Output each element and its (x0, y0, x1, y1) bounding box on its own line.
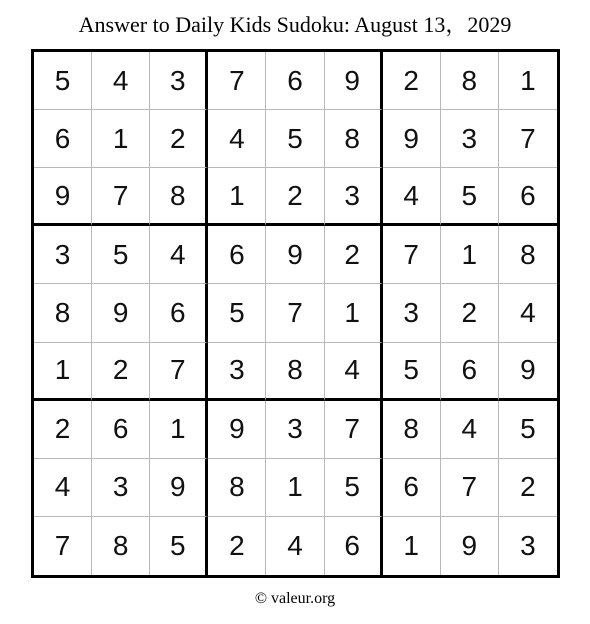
sudoku-cell-r3-c6: 3 (325, 168, 383, 226)
sudoku-cell-r2-c3: 2 (150, 110, 208, 168)
sudoku-cell-r1-c3: 3 (150, 52, 208, 110)
sudoku-cell-r5-c3: 6 (150, 284, 208, 342)
sudoku-cell-r2-c2: 1 (92, 110, 150, 168)
sudoku-cell-r2-c4: 4 (208, 110, 266, 168)
sudoku-cell-r4-c8: 1 (441, 226, 499, 284)
sudoku-cell-r7-c5: 3 (266, 401, 324, 459)
sudoku-cell-r7-c9: 5 (499, 401, 557, 459)
sudoku-cell-r9-c9: 3 (520, 529, 536, 561)
sudoku-cell-r1-c8: 8 (441, 52, 499, 110)
sudoku-cell-r7-c1: 2 (34, 401, 92, 459)
sudoku-cell-r9-c5: 4 (266, 517, 324, 575)
sudoku-cell-r5-c9: 4 (499, 284, 557, 342)
sudoku-cell-r8-c6: 5 (325, 459, 383, 517)
sudoku-cell-r6-c4: 3 (208, 343, 266, 401)
sudoku-cell-r6-c1: 1 (34, 343, 92, 401)
sudoku-cell-r8-c1: 4 (34, 459, 92, 517)
sudoku-cell-r1-c6: 9 (325, 52, 383, 110)
sudoku-cell-r5-c7: 3 (383, 284, 441, 342)
sudoku-cell-r4-c7: 7 (383, 226, 441, 284)
sudoku-cell-r2-c6: 8 (325, 110, 383, 168)
sudoku-cell-r3-c3: 8 (150, 168, 208, 226)
sudoku-cell-r4-c1: 3 (34, 226, 92, 284)
sudoku-cell-r6-c2: 2 (92, 343, 150, 401)
sudoku-cell-r9-c1: 7 (34, 517, 92, 575)
sudoku-cell-r4-c5: 9 (266, 226, 324, 284)
sudoku-cell-r9-c8: 9 (441, 517, 499, 575)
sudoku-cell-r9-c2: 8 (92, 517, 150, 575)
sudoku-cell-r7-c3: 1 (150, 401, 208, 459)
sudoku-cell-r3-c1: 9 (34, 168, 92, 226)
sudoku-cell-r5-c2: 9 (92, 284, 150, 342)
sudoku-cell-r8-c7: 6 (383, 459, 441, 517)
sudoku-cell-r8-c5: 1 (266, 459, 324, 517)
sudoku-cell-r4-c6: 2 (325, 226, 383, 284)
sudoku-cell-r3-c7: 4 (383, 168, 441, 226)
sudoku-cell-r8-c3: 9 (150, 459, 208, 517)
sudoku-cell-r3-c2: 7 (92, 168, 150, 226)
sudoku-cell-r9-c7: 1 (383, 517, 441, 575)
sudoku-cell-r3-c9: 6 (499, 168, 557, 226)
sudoku-cell-r7-c2: 6 (92, 401, 150, 459)
sudoku-cell-r5-c4: 5 (208, 284, 266, 342)
copyright-footer: © valeur.org (254, 590, 336, 607)
sudoku-cell-r4-c2: 5 (92, 226, 150, 284)
sudoku-cell-r8-c8: 7 (441, 459, 499, 517)
sudoku-cell-r2-c5: 5 (266, 110, 324, 168)
sudoku-cell-r8-c4: 8 (208, 459, 266, 517)
sudoku-cell-r9-c6: 6 (325, 517, 383, 575)
sudoku-cell-r5-c8: 2 (441, 284, 499, 342)
sudoku-cell-r5-c1: 8 (34, 284, 92, 342)
sudoku-cell-r2-c1: 6 (34, 110, 92, 168)
puzzle-title: Answer to Daily Kids Sudoku: August 13，2029 (78, 12, 512, 37)
sudoku-cell-r6-c3: 7 (150, 343, 208, 401)
sudoku-cell-r6-c8: 6 (441, 343, 499, 401)
sudoku-cell-r7-c7: 8 (383, 401, 441, 459)
sudoku-cell-r4-c3: 4 (150, 226, 208, 284)
sudoku-cell-r8-c9: 2 (499, 459, 557, 517)
sudoku-cell-r4-c9: 8 (499, 226, 557, 284)
sudoku-cell-r5-c5: 7 (266, 284, 324, 342)
sudoku-cell-r3-c4: 1 (208, 168, 266, 226)
sudoku-cell-r2-c9: 7 (499, 110, 557, 168)
sudoku-cell-r3-c8: 5 (441, 168, 499, 226)
sudoku-cell-r1-c2: 4 (92, 52, 150, 110)
sudoku-cell-r1-c5: 6 (266, 52, 324, 110)
sudoku-cell-r7-c8: 4 (441, 401, 499, 459)
sudoku-cell-r1-c9: 1 (499, 52, 557, 110)
sudoku-cell-r5-c6: 1 (325, 284, 383, 342)
sudoku-cell-r7-c4: 9 (208, 401, 266, 459)
sudoku-cell-r9-c4: 2 (208, 517, 266, 575)
sudoku-cell-r1-c1: 5 (34, 52, 92, 110)
sudoku-cell-r8-c2: 3 (92, 459, 150, 517)
sudoku-board (31, 49, 560, 578)
sudoku-cell-r1-c7: 2 (383, 52, 441, 110)
sudoku-cell-r6-c5: 8 (266, 343, 324, 401)
sudoku-cell-r7-c6: 7 (325, 401, 383, 459)
sudoku-cell-r9-c3: 5 (150, 517, 208, 575)
sudoku-cell-r1-c4: 7 (208, 52, 266, 110)
sudoku-cell-r4-c4: 6 (208, 226, 266, 284)
sudoku-cell-r6-c9: 9 (499, 343, 557, 401)
sudoku-cell-r6-c7: 5 (383, 343, 441, 401)
sudoku-cell-r2-c8: 3 (441, 110, 499, 168)
sudoku-cell-r3-c5: 2 (266, 168, 324, 226)
sudoku-cell-r2-c7: 9 (383, 110, 441, 168)
sudoku-cell-r6-c6: 4 (325, 343, 383, 401)
